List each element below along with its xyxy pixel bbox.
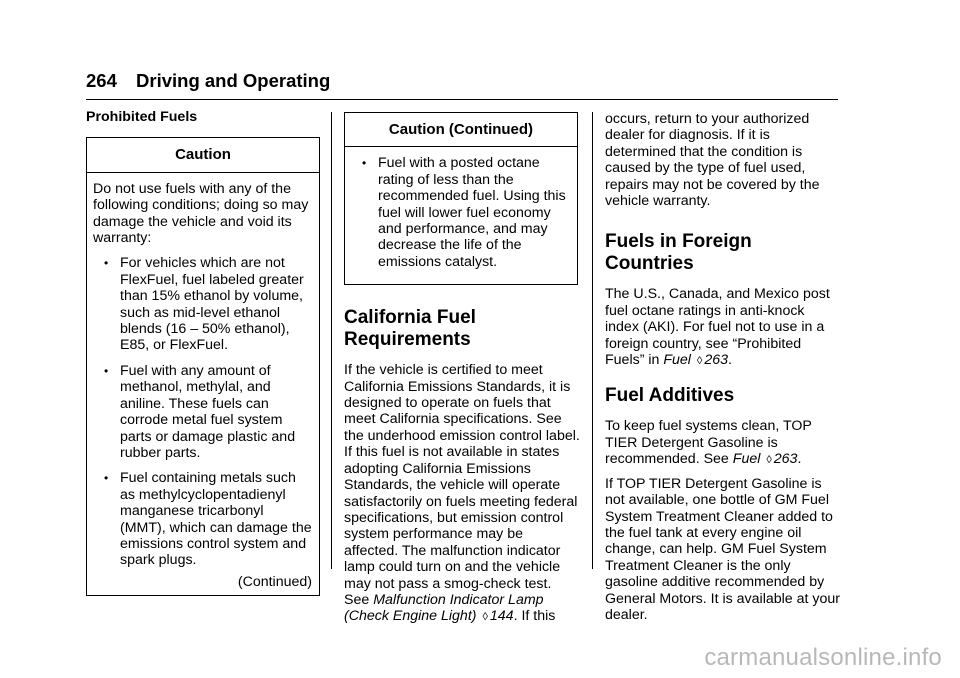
column-2 <box>344 112 580 633</box>
california-paragraph: If the vehicle is certified to meet California Emissions Standards, it is designed to operate on fuels that meet California specifications. See the underhood emission control label. If this fuel is not available in states adopting California Emissions Standards, the vehicle will operate satisfactorily on fuels meeting federal specifications, but emission control system performance may be affected. The malfunction indicator lamp could turn on and the vehicle may not pass a smog-check test. See Malfunction Indicator Lamp (Check Engine Light) ◊ 144. If this <box>344 362 580 625</box>
xref-link[interactable]: Fuel <box>663 352 691 369</box>
continued-label: (Continued) <box>237 573 312 590</box>
page-ref-icon: ◊ <box>696 355 703 368</box>
heading-california-fuel: California Fuel Requirements <box>344 307 476 351</box>
paragraph: occurs, return to your authorized dealer for diagnosis. If it is determined that the condition is caused by the type of fuel used, repairs may not be covered by the vehicle warranty. <box>605 111 820 210</box>
caution-body <box>87 173 319 595</box>
caution-bullet-list <box>351 155 570 270</box>
paragraph: If TOP TIER Detergent Gasoline is not available, one bottle of GM Fuel System Treatment Cleaner added to the fuel tank at every engine oil change, can help. GM Fuel System Treatment Cleaner is the only gasoline additive recommended by General Motors. It is available at your dealer. <box>605 475 840 623</box>
paragraph: The U.S., Canada, and Mexico post fuel octane ratings in anti-knock index (AKI). For fuel not to use in a foreign country, see “Prohibited Fuels” in Fuel ◊ 263. <box>605 286 830 369</box>
heading-foreign-countries: Fuels in Foreign Countries <box>605 231 752 275</box>
section-title: Driving and Operating <box>136 70 331 91</box>
caution-continued-title: Caution (Continued) <box>345 113 577 147</box>
caution-title: Caution <box>87 138 319 172</box>
column-3 <box>605 111 841 630</box>
column-divider <box>592 112 593 569</box>
column-divider <box>331 112 332 569</box>
bullet-item: • Fuel with any amount of methanol, methylal, and aniline. These fuels can corrode metal fuel system parts or damage plastic and rubber parts. <box>93 363 312 461</box>
caution-intro: Do not use fuels with any of the following conditions; doing so may damage the vehicle and void its warranty: <box>93 180 309 247</box>
xref-page[interactable]: 263 <box>773 451 798 468</box>
column-1 <box>86 109 322 596</box>
watermark: carmanualsonline.info <box>704 644 942 671</box>
bullet-item: • Fuel containing metals such as methylcyclopentadienyl manganese tricarbonyl (MMT), which can damage the emissions control system and spark plugs. <box>93 470 312 568</box>
page-ref-icon: ◊ <box>482 611 488 624</box>
xref-page[interactable]: 263 <box>704 352 729 369</box>
caution-continued-body <box>345 147 577 284</box>
paragraph: To keep fuel systems clean, TOP TIER Detergent Gasoline is recommended. See Fuel ◊ 263. <box>605 418 812 468</box>
caution-continued-box <box>344 112 578 285</box>
xref-link[interactable]: Malfunction Indicator Lamp (Check Engine Light) <box>344 591 544 625</box>
page-number: 264 <box>86 70 117 91</box>
header-rule <box>86 99 838 100</box>
page-header <box>86 70 330 92</box>
bullet-item: • Fuel with a posted octane rating of less than the recommended fuel. Using this fuel will lower fuel economy and performance, and may decrease the life of the emissions catalyst. <box>351 155 570 270</box>
xref-link[interactable]: Fuel <box>732 451 761 468</box>
xref-page[interactable]: 144 <box>489 608 514 625</box>
heading-fuel-additives: Fuel Additives <box>605 385 735 407</box>
bullet-item: • For vehicles which are not FlexFuel, fuel labeled greater than 15% ethanol by volume, such as mid-level ethanol blends (16 – 50% ethanol), E85, or FlexFuel. <box>93 255 312 353</box>
subheading-prohibited-fuels: Prohibited Fuels <box>86 109 198 125</box>
caution-box <box>86 137 320 596</box>
caution-bullet-list <box>93 255 312 568</box>
page-ref-icon: ◊ <box>766 454 772 467</box>
